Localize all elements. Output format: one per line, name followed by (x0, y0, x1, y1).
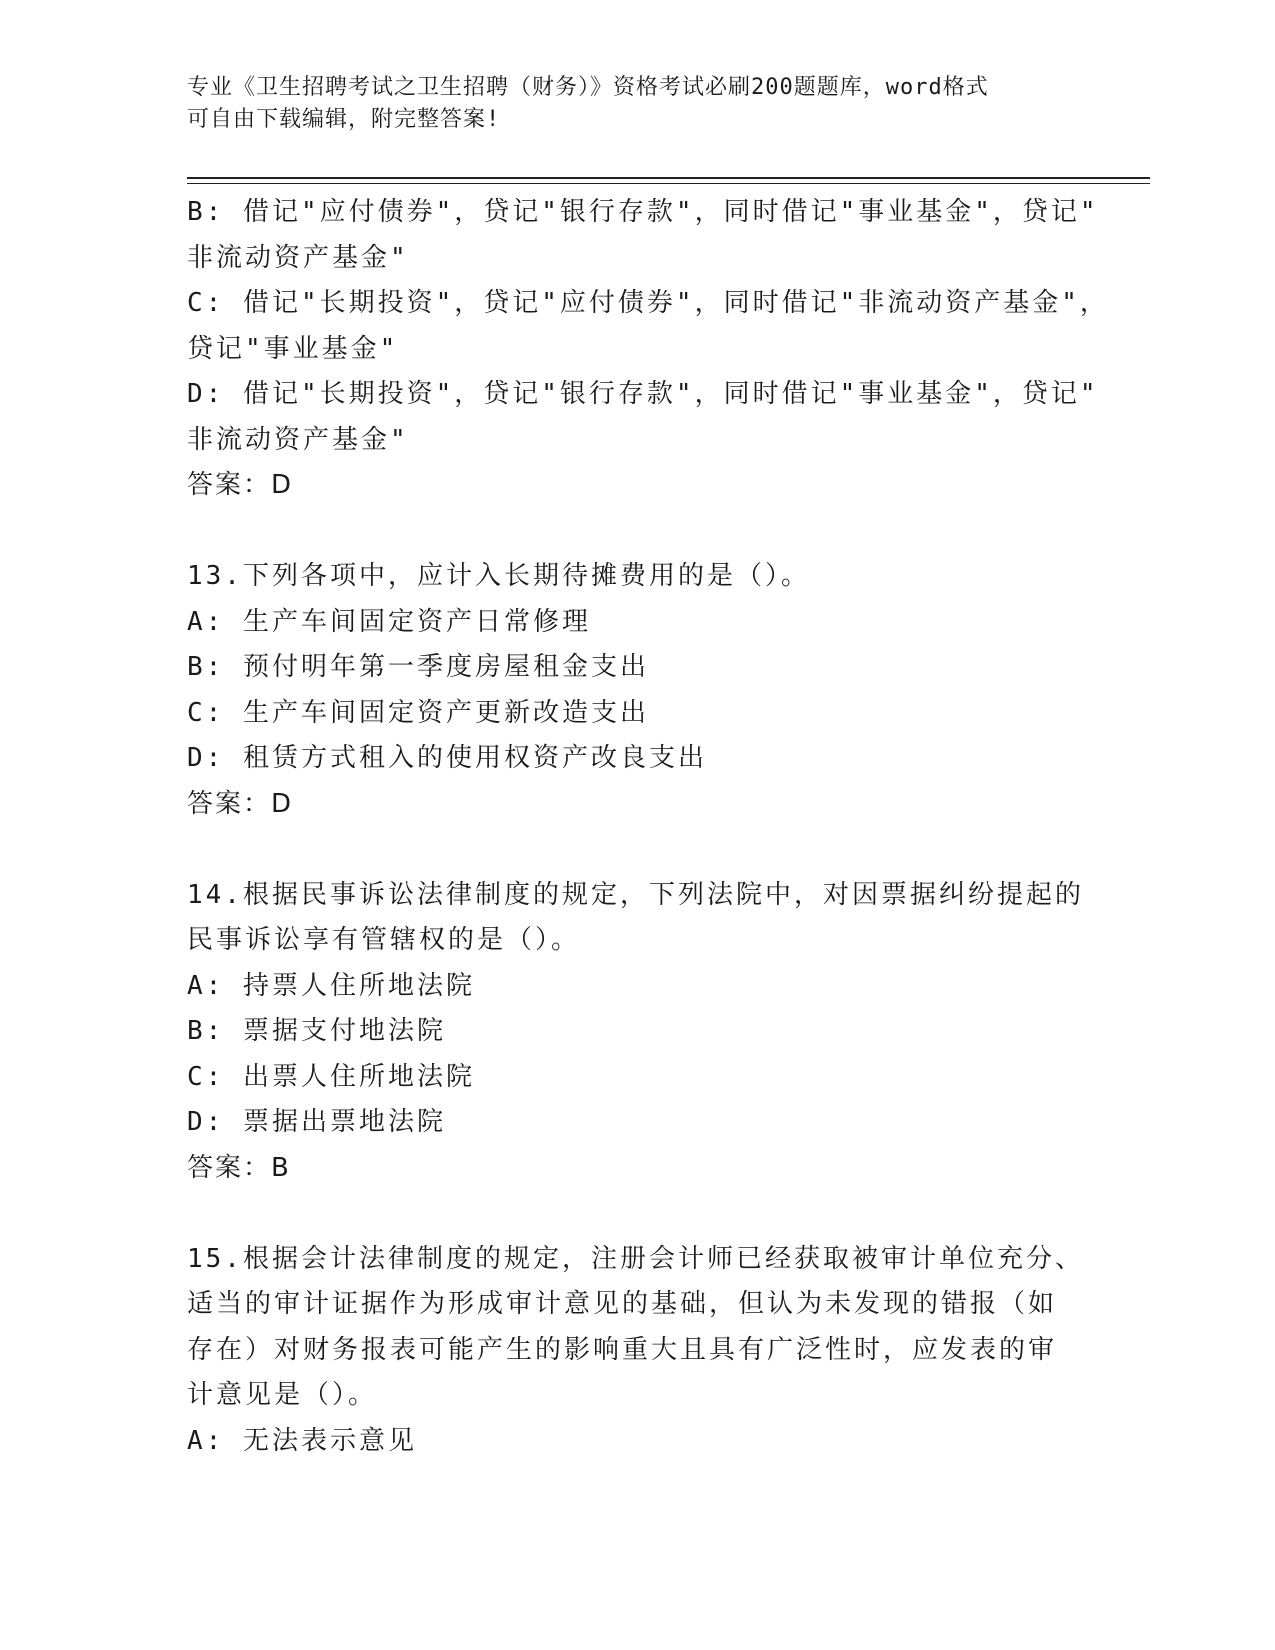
spacer (187, 827, 1087, 873)
option-b: B: 票据支付地法院 (187, 1016, 446, 1046)
option-d-line-1: D: 借记"长期投资"，贷记"银行存款"，同时借记"事业基金"，贷记" (187, 379, 1099, 409)
document-header (187, 72, 1067, 136)
document-body (187, 190, 1109, 1464)
question-text-line-1: 14.根据民事诉讼法律制度的规定，下列法院中，对因票据纠纷提起的 (187, 879, 1084, 910)
question-15 (187, 1237, 1087, 1465)
option-a: A: 持票人住所地法院 (187, 970, 475, 1001)
question-13 (187, 554, 1087, 827)
option-b: B: 预付明年第一季度房屋租金支出 (187, 652, 649, 682)
question-text-line-1: 15.根据会计法律制度的规定，注册会计师已经获取被审计单位充分、 (187, 1243, 1084, 1274)
spacer (187, 1191, 1087, 1237)
question-12 (187, 190, 1109, 509)
question-text-line-4: 计意见是（）。 (187, 1380, 378, 1410)
option-b-line-1: B: 借记"应付债券"，贷记"银行存款"，同时借记"事业基金"，贷记" (187, 197, 1099, 227)
question-14 (187, 873, 1087, 1192)
option-c-line-2: 贷记"事业基金" (187, 333, 399, 364)
option-d: D: 票据出票地法院 (187, 1107, 446, 1137)
header-divider-thick (187, 177, 1150, 179)
question-text: 13.下列各项中，应计入长期待摊费用的是（）。 (187, 561, 810, 591)
answer: 答案：B (187, 1152, 291, 1183)
question-text-line-3: 存在）对财务报表可能产生的影响重大且具有广泛性时，应发表的审 (187, 1334, 1058, 1365)
option-b-line-2: 非流动资产基金" (187, 242, 409, 273)
answer: 答案：D (187, 470, 294, 500)
question-text-line-2: 适当的审计证据作为形成审计意见的基础，但认为未发现的错报（如 (187, 1289, 1058, 1319)
header-line-1: 专业《卫生招聘考试之卫生招聘（财务）》资格考试必刷200题题库，word格式 (187, 75, 989, 100)
option-c: C: 生产车间固定资产更新改造支出 (187, 697, 649, 728)
option-c: C: 出票人住所地法院 (187, 1061, 475, 1092)
option-a: A: 无法表示意见 (187, 1425, 417, 1456)
option-c-line-1: C: 借记"长期投资"，贷记"应付债券"，同时借记"非流动资产基金"， (187, 288, 1109, 318)
header-line-2: 可自由下载编辑，附完整答案! (187, 107, 501, 132)
option-d-line-2: 非流动资产基金" (187, 424, 409, 455)
spacer (187, 509, 1087, 555)
option-d: D: 租赁方式租入的使用权资产改良支出 (187, 743, 707, 773)
option-a: A: 生产车间固定资产日常修理 (187, 606, 591, 637)
header-divider-thin (187, 183, 1150, 184)
answer: 答案：D (187, 788, 294, 819)
question-text-line-2: 民事诉讼享有管辖权的是（）。 (187, 925, 581, 955)
